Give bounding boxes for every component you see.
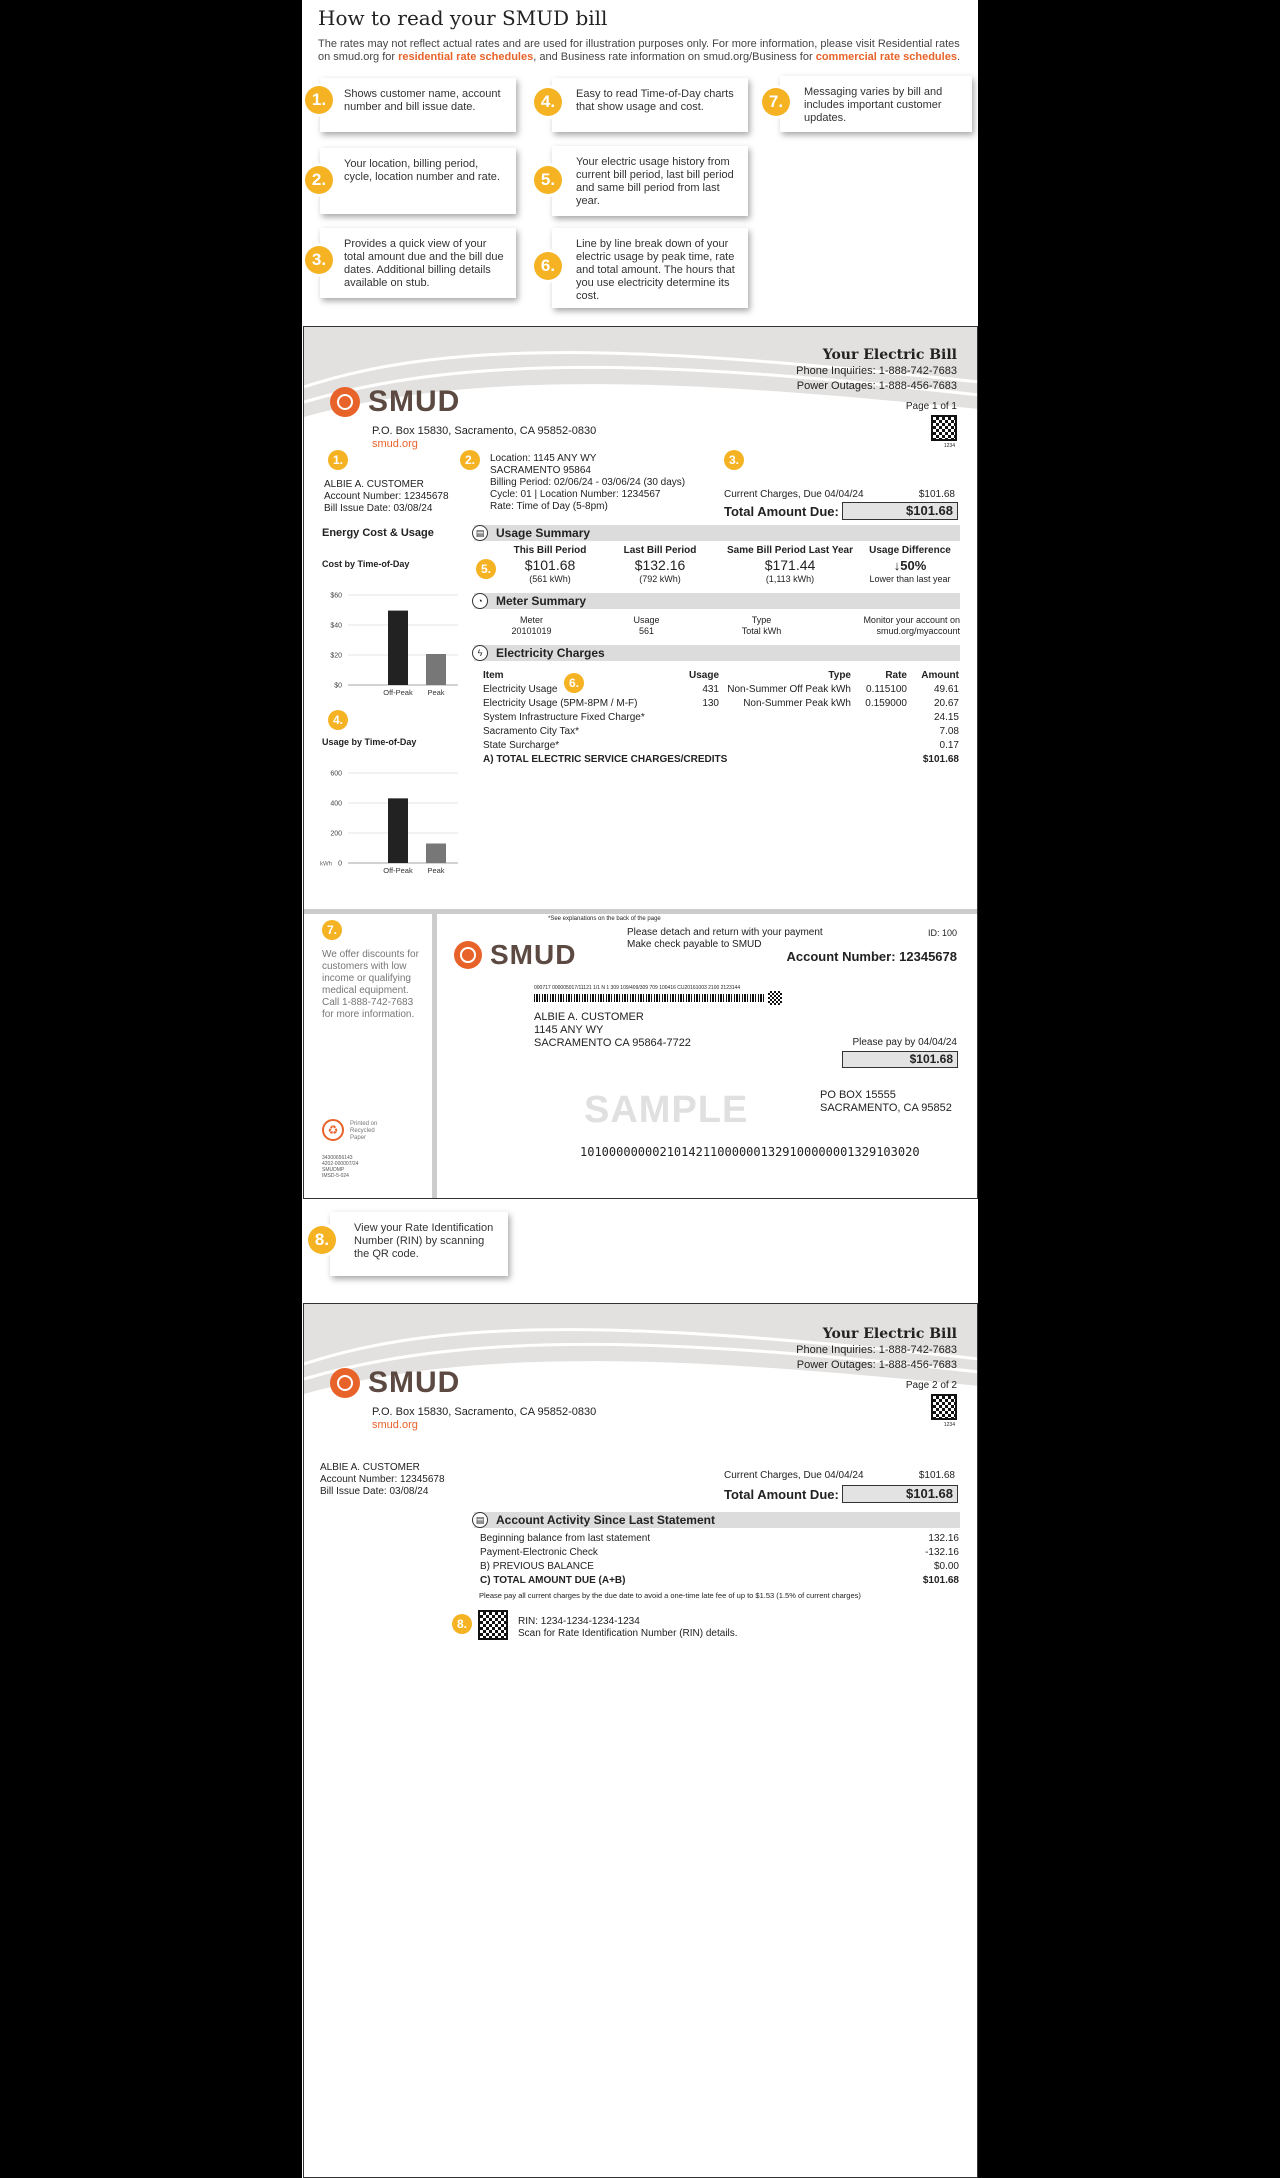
scan-line: 10100000000210142110000001329100000001329103020 [580, 1145, 920, 1159]
account-number-2: Account Number: 12345678 [320, 1474, 445, 1485]
stub-vertical-divider [432, 914, 437, 1199]
usage-col-difference: Usage Difference ↓50% Lower than last year [869, 545, 951, 584]
late-fee-note: Please pay all current charges by the due date to avoid a one-time late fee of up to $1.53 (1.5% of current charges) [479, 1591, 861, 1600]
customer-name-2: ALBIE A. CUSTOMER [320, 1462, 420, 1473]
callout-3: Provides a quick view of your total amount due and the bill due dates. Additional billing details available on stub. [320, 228, 516, 298]
cost-chart-title: Cost by Time-of-Day [322, 559, 410, 569]
callout-badge-4: 4. [534, 88, 562, 116]
callout-8: View your Rate Identification Number (RIN) by scanning the QR code. [330, 1212, 508, 1276]
badge-5: 5. [476, 559, 496, 579]
y-tick-label: 400 [330, 800, 342, 808]
current-charges-label-2: Current Charges, Due 04/04/24 [724, 1470, 864, 1481]
y-tick-label: $20 [330, 652, 342, 660]
badge-2: 2. [460, 450, 480, 470]
bill-page-1 [303, 326, 978, 1199]
rate-plan: Rate: Time of Day (5-8pm) [490, 501, 608, 512]
current-charges-label: Current Charges, Due 04/04/24 [724, 489, 864, 500]
meter-summary-row [474, 615, 960, 637]
total-amount-label: Total Amount Due: [724, 504, 839, 519]
meter-icon: ◔ [472, 593, 488, 609]
callout-badge-1: 1. [305, 86, 333, 114]
residential-rates-link[interactable]: residential rate schedules [398, 51, 534, 63]
bill-title-2: Your Electric Bill [822, 1326, 957, 1342]
stub-account-number: Account Number: 12345678 [786, 949, 957, 964]
y-tick-label: 200 [330, 830, 342, 838]
qr-code-icon-2[interactable] [931, 1394, 957, 1420]
print-codes: 34300656143 4202-000007/24 SMUDMP IMSD-5-024 [322, 1155, 359, 1179]
usage-col-this: This Bill Period $101.68 (561 kWh) [513, 545, 587, 584]
power-outages: Power Outages: 1-888-456-7683 [796, 380, 957, 392]
callout-badge-8: 8. [308, 1226, 336, 1254]
bar-peak [426, 844, 446, 864]
electricity-charges-table [482, 669, 960, 767]
x-tick-label: Peak [427, 866, 445, 875]
qr-code-icon[interactable] [931, 415, 957, 441]
page-number: Page 1 of 1 [905, 401, 957, 412]
badge-4: 4. [328, 710, 348, 730]
callout-4: Easy to read Time-of-Day charts that show usage and cost. [552, 78, 748, 132]
callout-6: Line by line break down of your electric usage by peak time, rate and total amount. The hours that you use electricity determine its cost. [552, 228, 748, 308]
table-row: State Surcharge* 0.17 [483, 740, 959, 751]
stub-divider [304, 909, 978, 914]
power-outages-2: Power Outages: 1-888-456-7683 [796, 1359, 957, 1371]
y-tick-label: 0 [338, 860, 342, 868]
page-title: How to read your SMUD bill [318, 6, 608, 30]
callout-2: Your location, billing period, cycle, location number and rate. [320, 148, 516, 214]
table-row: C) TOTAL AMOUNT DUE (A+B) $101.68 [480, 1575, 959, 1586]
y-tick-label: 600 [330, 770, 342, 778]
meter-type-col: Type Total kWh [741, 615, 782, 636]
intro-text: The rates may not reflect actual rates and are used for illustration purposes only. For more information, please visit Residential rates on smud.org for residential rate schedules, and Business rate information on smud.org/Business for commercial rate schedules. [318, 38, 961, 63]
energy-title: Energy Cost & Usage [322, 527, 434, 539]
x-tick-label: Off-Peak [383, 688, 413, 697]
smud-website-link[interactable]: smud.org [372, 438, 418, 450]
badge-8: 8. [452, 1614, 472, 1634]
meter-col: Meter 20101019 [511, 615, 552, 636]
account-activity-table [479, 1532, 960, 1588]
stub-id: ID: 100 [927, 928, 957, 938]
bar-off-peak [388, 798, 408, 863]
recycled-paper-text: Printed on Recycled Paper [350, 1121, 378, 1141]
total-amount-label-2: Total Amount Due: [724, 1487, 839, 1502]
usage-chart-title: Usage by Time-of-Day [322, 737, 417, 747]
remit-po-box: PO BOX 15555 [820, 1089, 896, 1101]
meter-usage-col: Usage 561 [633, 615, 660, 636]
bill-page-2 [303, 1303, 978, 2178]
usage-col-last: Last Bill Period $132.16 (792 kWh) [623, 545, 697, 584]
table-row: Electricity Usage (5PM-8PM / M-F) 130 Non-Summer Peak kWh 0.159000 20.67 [483, 698, 959, 709]
table-total-row: A) TOTAL ELECTRIC SERVICE CHARGES/CREDITS $101.68 [483, 754, 959, 765]
location-city: SACRAMENTO 95864 [490, 465, 591, 476]
rin-number: RIN: 1234-1234-1234-1234 [518, 1616, 640, 1627]
sample-watermark: SAMPLE [584, 1089, 749, 1131]
sun-logo-icon [330, 387, 360, 417]
pay-by-date: Please pay by 04/04/24 [852, 1037, 957, 1048]
callout-badge-2: 2. [305, 166, 333, 194]
qr-caption: 1234 [943, 443, 955, 449]
bill-issue-date-2: Bill Issue Date: 03/08/24 [320, 1486, 429, 1497]
usage-summary-header: ▤ Usage Summary [474, 525, 960, 541]
usage-by-time-of-day-chart [318, 767, 468, 879]
x-tick-label: Peak [427, 688, 445, 697]
table-row: Sacramento City Tax* 7.08 [483, 726, 959, 737]
electricity-charges-header: ϟ Electricity Charges [474, 645, 960, 661]
account-activity-header: ▤ Account Activity Since Last Statement [474, 1512, 960, 1528]
commercial-rates-link[interactable]: commercial rate schedules [815, 51, 957, 63]
table-header-row: Item Usage Type Rate Amount [483, 670, 959, 681]
current-charges-value-2: $101.68 [918, 1470, 955, 1481]
phone-inquiries-2: Phone Inquiries: 1-888-742-7683 [796, 1344, 957, 1356]
cycle-location: Cycle: 01 | Location Number: 1234567 [490, 489, 661, 500]
remit-city: SACRAMENTO, CA 95852 [820, 1102, 952, 1114]
stub-sun-logo-icon [454, 941, 482, 969]
barcode [534, 994, 764, 1002]
barcode-digits: 000717 000005017/11121 1/1 N 1 309 109/409/309 709 100416 CU20161003 2100 2123144 [534, 985, 741, 991]
x-tick-label: Off-Peak [383, 866, 413, 875]
y-axis-label: kWh [320, 861, 332, 868]
stub-amount-due: $101.68 [842, 1051, 958, 1068]
recycle-icon: ♻ [322, 1119, 344, 1141]
table-row: Payment-Electronic Check -132.16 [480, 1547, 959, 1558]
stub-smud-logo: SMUD [454, 939, 576, 971]
location-address: Location: 1145 ANY WY [490, 453, 597, 464]
qr-caption-2: 1234 [943, 1422, 955, 1428]
table-row: B) PREVIOUS BALANCE $0.00 [480, 1561, 959, 1572]
total-amount-value: $101.68 [842, 502, 958, 520]
callout-5: Your electric usage history from current bill period, last bill period and same bill period from last year. [552, 146, 748, 216]
current-charges-value: $101.68 [918, 489, 955, 500]
discount-message: We offer discounts for customers with low income or qualifying medical equipment. Call 1-888-742-7683 for more information. [322, 949, 419, 1020]
detach-instruction: Please detach and return with your payment [627, 927, 823, 938]
account-activity-icon: ▤ [472, 1512, 488, 1528]
smud-logo-2: SMUD [330, 1366, 460, 1400]
phone-inquiries: Phone Inquiries: 1-888-742-7683 [796, 365, 957, 377]
bill-title: Your Electric Bill [822, 347, 957, 363]
table-row: Beginning balance from last statement 132.16 [480, 1533, 959, 1544]
usage-summary-icon: ▤ [472, 525, 488, 541]
badge-3: 3. [724, 450, 744, 470]
y-tick-label: $40 [330, 622, 342, 630]
callout-7: Messaging varies by bill and includes important customer updates. [780, 76, 972, 132]
stub-qr-icon [768, 991, 782, 1005]
page-number-2: Page 2 of 2 [905, 1380, 957, 1391]
callout-badge-3: 3. [305, 246, 333, 274]
lightning-icon: ϟ [472, 645, 488, 661]
billing-period: Billing Period: 02/06/24 - 03/06/24 (30 days) [490, 477, 686, 488]
rin-qr-code-icon[interactable] [478, 1610, 508, 1640]
bar-peak [426, 654, 446, 685]
monitor-col: Monitor your account on smud.org/myaccount [819, 615, 960, 637]
customer-name: ALBIE A. CUSTOMER [324, 479, 424, 490]
usage-col-lastyear: Same Bill Period Last Year $171.44 (1,113 kWh) [727, 545, 853, 584]
smud-website-link-2[interactable]: smud.org [372, 1419, 418, 1431]
callout-badge-6: 6. [534, 252, 562, 280]
footnote: *See explanations on the back of the page [548, 916, 661, 922]
bill-issue-date: Bill Issue Date: 03/08/24 [324, 503, 433, 514]
payable-instruction: Make check payable to SMUD [627, 939, 762, 950]
sun-logo-icon-2 [330, 1368, 360, 1398]
account-number: Account Number: 12345678 [324, 491, 449, 502]
badge-1: 1. [328, 450, 348, 470]
usage-summary-row [500, 545, 960, 585]
myaccount-link[interactable]: smud.org/myaccount [876, 626, 960, 636]
y-tick-label: $60 [330, 592, 342, 600]
cost-by-time-of-day-chart [318, 589, 468, 701]
total-amount-value-2: $101.68 [842, 1485, 958, 1503]
stub-city: SACRAMENTO CA 95864-7722 [534, 1037, 691, 1049]
badge-7: 7. [322, 920, 342, 940]
callout-badge-7: 7. [762, 88, 790, 116]
callout-1: Shows customer name, account number and bill issue date. [320, 78, 516, 132]
rin-scan-instruction: Scan for Rate Identification Number (RIN) details. [518, 1628, 738, 1639]
table-row: System Infrastructure Fixed Charge* 24.15 [483, 712, 959, 723]
smud-logo: SMUD [330, 385, 460, 419]
stub-street: 1145 ANY WY [534, 1024, 604, 1036]
callout-badge-5: 5. [534, 166, 562, 194]
smud-address: P.O. Box 15830, Sacramento, CA 95852-0830 [372, 425, 597, 437]
badge-6: 6. [564, 673, 584, 693]
stub-customer-name: ALBIE A. CUSTOMER [534, 1011, 644, 1023]
smud-address-2: P.O. Box 15830, Sacramento, CA 95852-0830 [372, 1406, 597, 1418]
y-tick-label: $0 [334, 682, 342, 690]
table-row: Electricity Usage 431 Non-Summer Off Peak kWh 0.115100 49.61 [483, 684, 959, 695]
meter-summary-header: ◔ Meter Summary [474, 593, 960, 609]
bar-off-peak [388, 611, 408, 685]
